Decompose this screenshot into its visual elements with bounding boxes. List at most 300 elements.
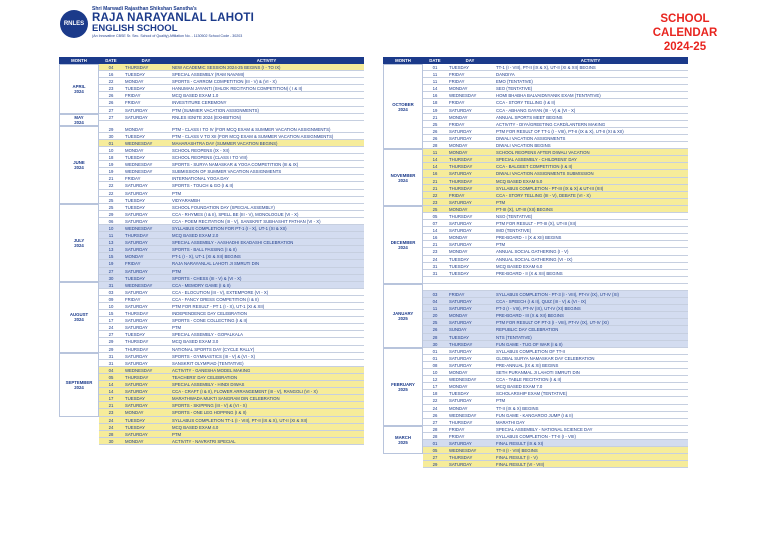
- day-cell: SATURDAY: [447, 170, 493, 177]
- date-cell: 16: [423, 92, 447, 99]
- activity-cell: NTS (TENTATIVE): [493, 334, 688, 341]
- date-cell: 14: [423, 85, 447, 92]
- date-cell: 22: [99, 190, 123, 197]
- activity-cell: PRE-BOARD - I (X & XII) BEGINS: [493, 234, 688, 241]
- date-cell: 21: [423, 241, 447, 248]
- day-cell: THURSDAY: [123, 64, 169, 71]
- date-cell: 05: [99, 374, 123, 381]
- date-cell: 01: [423, 355, 447, 362]
- activity-cell: CCA - ABHANG GAYAN (III - V) & (VI - X): [493, 107, 688, 114]
- date-cell: 10: [423, 369, 447, 376]
- date-cell: 30: [423, 341, 447, 348]
- day-cell: MONDAY: [447, 312, 493, 319]
- month-cell: SEPTEMBER 2024: [59, 353, 99, 417]
- activity-cell: PTM: [169, 190, 364, 197]
- date-cell: 26: [423, 135, 447, 142]
- day-cell: SATURDAY: [123, 268, 169, 275]
- day-cell: WEDNESDAY: [123, 282, 169, 289]
- day-cell: THURSDAY: [447, 213, 493, 220]
- activity-cell: SYLLABUS COMPLETION FOR PT-1 (I - X), UT-1 (XI & XII): [169, 225, 364, 232]
- activity-cell: PTM: [493, 241, 688, 248]
- date-cell: 27: [99, 268, 123, 275]
- activity-cell: CCA - CRAFT (I & II), FLOWER ARRANGEMENT (III - V), RANGOLI (VI - X): [169, 388, 364, 395]
- date-cell: 01: [423, 348, 447, 355]
- activity-cell: FINAL RESULT (I - V): [493, 454, 688, 461]
- day-cell: FRIDAY: [123, 92, 169, 99]
- day-cell: MONDAY: [447, 248, 493, 255]
- day-cell: TUESDAY: [123, 417, 169, 424]
- date-cell: 27: [423, 419, 447, 426]
- day-cell: TUESDAY: [123, 424, 169, 431]
- date-cell: 21: [423, 185, 447, 192]
- activity-cell: TT-1 (I - VIII), PT-II (IX & X), UT-II (XI & XII) BEGINS: [493, 64, 688, 71]
- date-cell: 18: [423, 390, 447, 397]
- activity-cell: [493, 284, 688, 291]
- activity-cell: MARATHWADA MUKTI SANGRAM DIN CELEBRATION: [169, 395, 364, 402]
- day-cell: MONDAY: [447, 206, 493, 213]
- date-cell: 11: [423, 78, 447, 85]
- activity-cell: DIWALI VACATION ASSIGNMENTS SUBMISSION: [493, 170, 688, 177]
- date-cell: 19: [99, 161, 123, 168]
- date-cell: 11: [423, 71, 447, 78]
- activity-cell: RAJA NARAYANLAL LAHOTI JI SMRUTI DIN: [169, 260, 364, 267]
- day-cell: WEDNESDAY: [447, 376, 493, 383]
- activity-cell: PT-III (X), UT-III (XII) BEGINS: [493, 206, 688, 213]
- date-cell: 25: [99, 204, 123, 211]
- activity-cell: SPORTS - BALL PASSING (I & II): [169, 246, 364, 253]
- activity-cell: ANNUAL SOCIAL GATHERING (VI - IX): [493, 256, 688, 263]
- date-cell: [423, 277, 447, 284]
- activity-cell: ACTIVITY - NAVRATRI SPECIAL: [169, 438, 364, 445]
- calendar-title-line1: SCHOOL: [660, 13, 710, 25]
- day-cell: MONDAY: [447, 234, 493, 241]
- day-cell: MONDAY: [447, 85, 493, 92]
- month-cell: JULY 2024: [59, 204, 99, 282]
- day-cell: THURSDAY: [123, 374, 169, 381]
- activity-cell: DIWALI VACATION BEGINS: [493, 142, 688, 149]
- activity-cell: PTM: [493, 199, 688, 206]
- date-cell: 15: [99, 253, 123, 260]
- day-cell: TUESDAY: [123, 395, 169, 402]
- day-cell: MONDAY: [123, 409, 169, 416]
- activity-cell: PTM: [493, 397, 688, 404]
- date-cell: 24: [99, 424, 123, 431]
- day-cell: SATURDAY: [123, 353, 169, 360]
- day-cell: MONDAY: [123, 147, 169, 154]
- day-cell: SATURDAY: [123, 289, 169, 296]
- day-cell: SATURDAY: [447, 107, 493, 114]
- date-cell: 10: [99, 147, 123, 154]
- activity-cell: [493, 277, 688, 284]
- activity-cell: SCHOLARSHIP EXAM (TENTATIVE): [493, 390, 688, 397]
- activity-cell: INVESTITURE CEREMONY: [169, 99, 364, 106]
- day-cell: SATURDAY: [447, 241, 493, 248]
- activity-cell: CCA - BALGEET COMPETITION (I & II): [493, 163, 688, 170]
- activity-cell: TT-II (IX & X) BEGINS: [493, 405, 688, 412]
- activity-cell: CCA - FANCY DRESS COMPETITION (I & II): [169, 296, 364, 303]
- day-cell: WEDNESDAY: [123, 225, 169, 232]
- day-cell: THURSDAY: [447, 454, 493, 461]
- day-cell: SATURDAY: [123, 246, 169, 253]
- activity-cell: SANSKRIT OLYMPIAD (TENTATIVE): [169, 360, 364, 367]
- day-cell: WEDNESDAY: [447, 412, 493, 419]
- date-cell: 10: [99, 225, 123, 232]
- activity-cell: ANNUAL SOCIAL GATHERING (I - V): [493, 248, 688, 255]
- date-cell: 17: [99, 395, 123, 402]
- activity-cell: SPORTS - SURYA NAMASKAR & YOGA COMPETITION (III & IX): [169, 161, 364, 168]
- date-cell: 28: [423, 142, 447, 149]
- date-cell: 01: [99, 140, 123, 147]
- day-cell: SATURDAY: [123, 431, 169, 438]
- month-cell: JUNE 2024: [59, 126, 99, 204]
- date-cell: 31: [423, 270, 447, 277]
- date-cell: 11: [423, 149, 447, 156]
- activity-cell: HANUMAN JAYANTI (SHLOK RECITATION COMPETITION) ( I & II): [169, 85, 364, 92]
- day-cell: FRIDAY: [447, 426, 493, 433]
- day-cell: SATURDAY: [123, 211, 169, 218]
- activity-cell: IMO (TENTATIVE): [493, 227, 688, 234]
- date-cell: 27: [99, 107, 123, 114]
- day-cell: TUESDAY: [123, 275, 169, 282]
- date-cell: 28: [423, 433, 447, 440]
- date-cell: 18: [423, 99, 447, 106]
- date-cell: 28: [423, 426, 447, 433]
- day-cell: MONDAY: [123, 253, 169, 260]
- date-cell: 14: [423, 163, 447, 170]
- day-cell: SATURDAY: [447, 319, 493, 326]
- day-cell: SATURDAY: [123, 218, 169, 225]
- date-cell: 25: [423, 319, 447, 326]
- date-cell: 11: [423, 305, 447, 312]
- date-cell: 24: [99, 417, 123, 424]
- day-cell: FRIDAY: [447, 99, 493, 106]
- activity-cell: SCHOOL REOPENS AFTER DIWALI VACATION: [493, 149, 688, 156]
- date-cell: 24: [423, 405, 447, 412]
- date-cell: 24: [423, 256, 447, 263]
- month-cell: MAY 2024: [59, 114, 99, 126]
- activity-cell: PTM FOR RESULT OF PT-3 (I - VIII), PT-IV (IX), UT-IV (XI): [493, 319, 688, 326]
- activity-cell: SEO (TENTATIVE): [493, 85, 688, 92]
- date-cell: 22: [423, 192, 447, 199]
- activity-cell: CCA - STORY TELLING (I & II): [493, 99, 688, 106]
- day-cell: FRIDAY: [447, 433, 493, 440]
- month-cell: APRIL 2024: [59, 64, 99, 114]
- day-cell: TUESDAY: [123, 85, 169, 92]
- day-cell: THURSDAY: [447, 185, 493, 192]
- header-activity: ACTIVITY: [169, 57, 364, 64]
- day-cell: MONDAY: [447, 149, 493, 156]
- date-cell: 18: [99, 154, 123, 161]
- activity-cell: NEW ACADEMIC SESSION 2024-25 BEGINS (I - TO IX): [169, 64, 364, 71]
- day-cell: MONDAY: [123, 126, 169, 133]
- activity-cell: PTM FOR RESULT OF TT-1 (I - VIII), PT-II (IX & X), UT-II (XI & XII): [493, 128, 688, 135]
- activity-cell: MCQ BASED EXAM 4.0: [169, 424, 364, 431]
- day-cell: TUESDAY: [123, 204, 169, 211]
- day-cell: MONDAY: [447, 383, 493, 390]
- day-cell: TUESDAY: [123, 331, 169, 338]
- date-cell: 13: [99, 246, 123, 253]
- header-day: DAY: [447, 57, 493, 64]
- date-cell: 17: [423, 383, 447, 390]
- activity-cell: PRE-BOARD - III (X & XII) BEGINS: [493, 312, 688, 319]
- activity-cell: FINAL RESULT (IX & XI): [493, 440, 688, 447]
- day-cell: THURSDAY: [123, 232, 169, 239]
- day-cell: TUESDAY: [447, 270, 493, 277]
- day-cell: SATURDAY: [123, 388, 169, 395]
- school-header: [92, 6, 312, 38]
- day-cell: FRIDAY: [123, 296, 169, 303]
- date-cell: 15: [99, 310, 123, 317]
- activity-cell: SETH PURANMAL JI LAHOTI SMRUTI DIN: [493, 369, 688, 376]
- activity-cell: SPORTS - ONE LEG HOPPING (I & II): [169, 409, 364, 416]
- school-name-line2: ENGLISH SCHOOL: [92, 23, 178, 34]
- day-cell: SATURDAY: [447, 298, 493, 305]
- day-cell: WEDNESDAY: [123, 140, 169, 147]
- activity-cell: VIDYARAMBH: [169, 197, 364, 204]
- date-cell: 21: [423, 178, 447, 185]
- date-cell: 26: [99, 92, 123, 99]
- day-cell: FRIDAY: [447, 192, 493, 199]
- activity-cell: MAHARASHTRA DAY (SUMMER VACATION BEGINS): [169, 140, 364, 147]
- day-cell: SATURDAY: [123, 317, 169, 324]
- activity-cell: SYLLABUS COMPLETION - TT-II (I - VIII): [493, 433, 688, 440]
- header-date: DATE: [423, 57, 447, 64]
- activity-cell: PTM (SUMMER VACATION ASSIGNMENTS): [169, 107, 364, 114]
- calendar-title: [630, 12, 740, 54]
- date-cell: 22: [423, 397, 447, 404]
- activity-cell: RNLES IGNITE 2024 (EXHIBITION): [169, 114, 364, 121]
- school-affiliation: (An Innovative CBSE Sr. Sec. School of Quality) Affiliation No. - 1130502 School Code - 30203: [92, 34, 243, 38]
- date-cell: 29: [99, 346, 123, 353]
- date-cell: 29: [99, 126, 123, 133]
- date-cell: 23: [99, 409, 123, 416]
- date-cell: 05: [423, 213, 447, 220]
- activity-cell: PRE-ANNUAL (IX & XI) BEGINS: [493, 362, 688, 369]
- date-cell: 26: [99, 99, 123, 106]
- day-cell: WEDNESDAY: [447, 92, 493, 99]
- day-cell: MONDAY: [447, 114, 493, 121]
- date-cell: 10: [99, 303, 123, 310]
- activity-cell: SCHOOL REOPENS (IX - XII): [169, 147, 364, 154]
- header-activity: ACTIVITY: [493, 57, 688, 64]
- activity-cell: MCQ BASED EXAM 3.0: [169, 338, 364, 345]
- activity-cell: SCHOOL REOPENS (CLASS I TO VIII): [169, 154, 364, 161]
- activity-cell: PTM FOR RESULT - PT 1 (I - X), UT-1 (XI & XII): [169, 303, 364, 310]
- date-cell: 04: [423, 298, 447, 305]
- month-cell: MARCH 2025: [383, 426, 423, 454]
- day-cell: SATURDAY: [123, 114, 169, 121]
- activity-cell: SYLLABUS COMPLETION OF TT-II: [493, 348, 688, 355]
- date-cell: 08: [423, 362, 447, 369]
- activity-cell: CCA - POEM RECITATION (III - V), SANSKRIT SUBHASHIT PATHAN (VI - X): [169, 218, 364, 225]
- date-cell: 31: [99, 353, 123, 360]
- date-cell: 27: [99, 331, 123, 338]
- activity-cell: SPORTS - TOUCH & GO (I & II): [169, 182, 364, 189]
- activity-cell: SPORTS - CONE COLLECTING (I & II): [169, 317, 364, 324]
- activity-cell: CCA - MEMORY GAME (I & II): [169, 282, 364, 289]
- day-cell: FRIDAY: [123, 175, 169, 182]
- date-cell: 20: [423, 312, 447, 319]
- month-cell: AUGUST 2024: [59, 282, 99, 353]
- day-cell: FRIDAY: [447, 121, 493, 128]
- day-cell: FRIDAY: [447, 291, 493, 298]
- calendar-table-right: [383, 57, 688, 468]
- day-cell: SATURDAY: [447, 397, 493, 404]
- day-cell: TUESDAY: [447, 64, 493, 71]
- day-cell: SATURDAY: [447, 199, 493, 206]
- date-cell: [423, 284, 447, 291]
- activity-cell: MARATHI DAY: [493, 419, 688, 426]
- date-cell: 31: [423, 263, 447, 270]
- date-cell: 01: [423, 440, 447, 447]
- activity-cell: PTM: [169, 268, 364, 275]
- activity-cell: FINAL RESULT (VI - VIII): [493, 461, 688, 468]
- month-cell: DECEMBER 2024: [383, 206, 423, 284]
- date-cell: 22: [99, 182, 123, 189]
- date-cell: 03: [423, 291, 447, 298]
- date-cell: 23: [423, 199, 447, 206]
- day-cell: THURSDAY: [447, 178, 493, 185]
- activity-cell: ACTIVITY - GANESHA MODEL MAKING: [169, 367, 364, 374]
- date-cell: 28: [99, 431, 123, 438]
- date-cell: 25: [99, 197, 123, 204]
- day-cell: SATURDAY: [123, 182, 169, 189]
- date-cell: 27: [423, 454, 447, 461]
- month-cell: NOVEMBER 2024: [383, 149, 423, 206]
- day-cell: TUESDAY: [123, 197, 169, 204]
- date-cell: 30: [99, 133, 123, 140]
- activity-cell: PTM FOR RESULT - PT-III (X), UT-III (XII): [493, 220, 688, 227]
- activity-cell: MCQ BASED EXAM 6.0: [493, 263, 688, 270]
- activity-cell: SPECIAL ASSEMBLY - AASHADHI EKADASHI CELEBRATION: [169, 239, 364, 246]
- date-cell: 07: [423, 220, 447, 227]
- day-cell: MONDAY: [123, 438, 169, 445]
- day-cell: THURSDAY: [123, 338, 169, 345]
- date-cell: 28: [423, 334, 447, 341]
- activity-cell: PTM - CLASS V TO XII (FOR MCQ EXAM & SUMMER VACATION ASSIGNMENTS): [169, 133, 364, 140]
- day-cell: THURSDAY: [123, 346, 169, 353]
- date-cell: 27: [99, 114, 123, 121]
- header-date: DATE: [99, 57, 123, 64]
- activity-cell: REPUBLIC DAY CELEBRATION: [493, 326, 688, 333]
- day-cell: THURSDAY: [447, 156, 493, 163]
- day-cell: SATURDAY: [447, 220, 493, 227]
- activity-cell: DANDIYA: [493, 71, 688, 78]
- date-cell: 24: [99, 324, 123, 331]
- activity-cell: GLOBAL SURYA NAMASKAR DAY CELEBRATION: [493, 355, 688, 362]
- activity-cell: SPORTS - GYMNASTICS (III - V) & (VI - X): [169, 353, 364, 360]
- day-cell: FRIDAY: [123, 99, 169, 106]
- day-cell: FRIDAY: [447, 78, 493, 85]
- activity-cell: SUBMISSION OF SUMMER VACATION ASSIGNMENTS: [169, 168, 364, 175]
- day-cell: SATURDAY: [123, 107, 169, 114]
- activity-cell: SPECIAL ASSEMBLY - NATIONAL SCIENCE DAY: [493, 426, 688, 433]
- date-cell: 09: [99, 296, 123, 303]
- date-cell: 22: [99, 78, 123, 85]
- activity-cell: HOMI BHABHA BALVAIDNYANIK EXAM (TENTATIVE): [493, 92, 688, 99]
- day-cell: FRIDAY: [447, 71, 493, 78]
- date-cell: 19: [99, 260, 123, 267]
- date-cell: 06: [99, 218, 123, 225]
- date-cell: 29: [99, 338, 123, 345]
- day-cell: SATURDAY: [447, 440, 493, 447]
- month-cell: FEBRUARY 2025: [383, 348, 423, 426]
- day-cell: MONDAY: [447, 405, 493, 412]
- day-cell: THURSDAY: [447, 341, 493, 348]
- activity-cell: INTERNATIONAL YOGA DAY: [169, 175, 364, 182]
- date-cell: 21: [99, 175, 123, 182]
- activity-cell: CCA - RHYMES (I & II), SPELL BE (III - V), MONOLOGUE (VI - X): [169, 211, 364, 218]
- date-cell: 23: [99, 85, 123, 92]
- date-cell: 31: [99, 360, 123, 367]
- date-cell: 14: [423, 227, 447, 234]
- activity-cell: MCQ BASED EXAM 2.0: [169, 232, 364, 239]
- activity-cell: SPECIAL ASSEMBLY - GOPALKALA: [169, 331, 364, 338]
- day-cell: TUESDAY: [123, 154, 169, 161]
- activity-cell: SCHOOL FOUNDATION DAY (SPECIAL ASSEMBLY): [169, 204, 364, 211]
- day-cell: SATURDAY: [447, 305, 493, 312]
- activity-cell: EMO (TENTATIVE): [493, 78, 688, 85]
- day-cell: THURSDAY: [447, 163, 493, 170]
- activity-cell: PT-3 (I - VIII), PT-IV (IX), UT-IV (XI) BEGINS: [493, 305, 688, 312]
- date-cell: 04: [99, 64, 123, 71]
- day-cell: TUESDAY: [447, 390, 493, 397]
- date-cell: 29: [423, 461, 447, 468]
- day-cell: SATURDAY: [123, 239, 169, 246]
- date-cell: 13: [99, 239, 123, 246]
- activity-cell: CCA - STORY TELLING (III - V), DEBATE (VI - X): [493, 192, 688, 199]
- date-cell: 23: [423, 248, 447, 255]
- date-cell: 31: [99, 282, 123, 289]
- activity-cell: TT-II (I - VIII) BEGINS: [493, 447, 688, 454]
- date-cell: 14: [99, 388, 123, 395]
- day-cell: SATURDAY: [123, 190, 169, 197]
- date-cell: 12: [423, 376, 447, 383]
- calendar-title-line2: CALENDAR: [652, 27, 718, 39]
- date-cell: 25: [423, 206, 447, 213]
- date-cell: 01: [423, 64, 447, 71]
- date-cell: 14: [99, 381, 123, 388]
- day-cell: MONDAY: [447, 142, 493, 149]
- day-cell: TUESDAY: [447, 263, 493, 270]
- day-cell: SATURDAY: [123, 324, 169, 331]
- month-cell: OCTOBER 2024: [383, 64, 423, 149]
- date-cell: 21: [99, 402, 123, 409]
- date-cell: 04: [99, 367, 123, 374]
- calendar-title-line3: 2024-25: [663, 41, 707, 53]
- activity-cell: NATIONAL SPORTS DAY (CYCLE RALLY): [169, 346, 364, 353]
- date-cell: 30: [99, 275, 123, 282]
- date-cell: 26: [423, 412, 447, 419]
- day-cell: TUESDAY: [447, 334, 493, 341]
- date-cell: 16: [423, 234, 447, 241]
- day-cell: SATURDAY: [447, 461, 493, 468]
- activity-cell: PTM: [169, 431, 364, 438]
- day-cell: TUESDAY: [123, 133, 169, 140]
- activity-cell: INDEPENDENCE DAY CELEBRATION: [169, 310, 364, 317]
- date-cell: 19: [423, 107, 447, 114]
- activity-cell: NSO (TENTATIVE): [493, 213, 688, 220]
- header-month: MONTH: [59, 57, 99, 64]
- activity-cell: CCA - ELOCUTION (III - V), EXTEMPORE (VI - X): [169, 289, 364, 296]
- date-cell: 14: [423, 156, 447, 163]
- activity-cell: DIWALI VACATION ASSIGNMENTS: [493, 135, 688, 142]
- activity-cell: CCA - TABLE RECITATION (I & II): [493, 376, 688, 383]
- date-cell: 21: [423, 114, 447, 121]
- day-cell: SATURDAY: [123, 402, 169, 409]
- activity-cell: SYLLABUS COMPLETION TT-1 (I - VIII), PT-II (IX & X), UT-II (XI & XII): [169, 417, 364, 424]
- activity-cell: SYLLABUS COMPLETION - PT-3 (I - VIII), PT-IV (IX), UT-IV (XI): [493, 291, 688, 298]
